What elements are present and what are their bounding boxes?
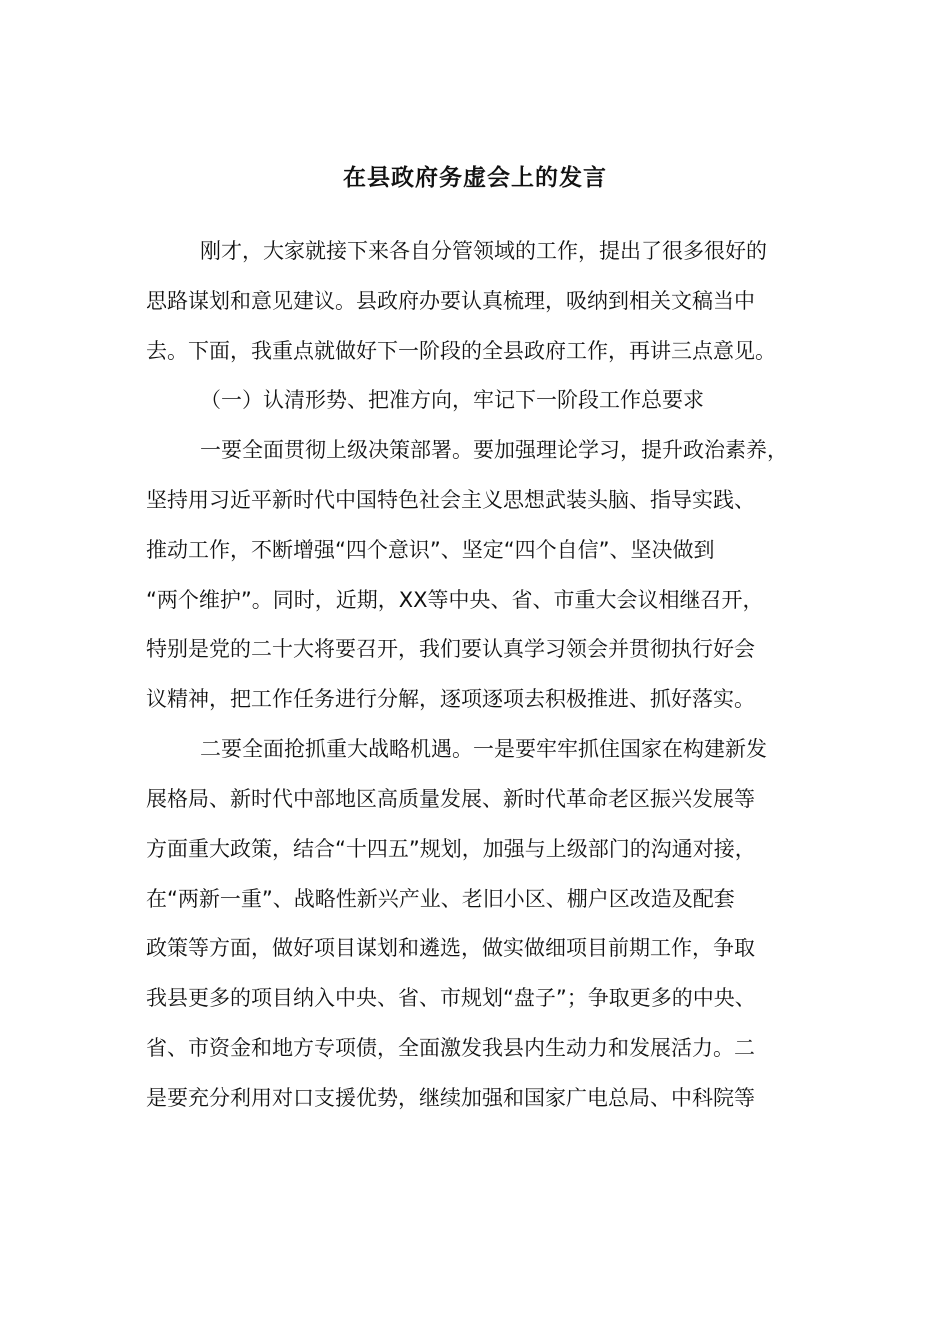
body-line: 去。下面，我重点就做好下一阶段的全县政府工作，再讲三点意见。 [146,339,776,363]
body-line: 坚持用习近平新时代中国特色社会主义思想武装头脑、指导实践、 [146,488,755,512]
body-line: 推动工作，不断增强“四个意识”、坚定“四个自信”、坚决做到 [146,538,715,562]
body-line: 是要充分利用对口支援优势，继续加强和国家广电总局、中科院等 [146,1086,755,1110]
body-line: 政策等方面，做好项目谋划和遴选，做实做细项目前期工作，争取 [146,936,755,960]
body-line: 刚才，大家就接下来各自分管领域的工作，提出了很多很好的 [200,239,767,263]
document-title: 在县政府务虚会上的发言 [343,165,607,191]
body-line: 在“两新一重”、战略性新兴产业、老旧小区、棚户区改造及配套 [146,887,735,911]
body-line: 方面重大政策，结合“十四五”规划，加强与上级部门的沟通对接， [146,837,756,861]
body-line: 一要全面贯彻上级决策部署。要加强理论学习，提升政治素养， [200,438,788,462]
body-line: “两个维护”。同时，近期，XX等中央、省、市重大会议相继召开， [146,588,764,612]
body-line: 我县更多的项目纳入中央、省、市规划“盘子”；争取更多的中央、 [146,986,756,1010]
section-heading: （一）认清形势、把准方向，牢记下一阶段工作总要求 [200,388,704,412]
body-line: 特别是党的二十大将要召开，我们要认真学习领会并贯彻执行好会 [146,637,755,661]
body-line: 二要全面抢抓重大战略机遇。一是要牢牢抓住国家在构建新发 [200,737,767,761]
body-line: 省、市资金和地方专项债，全面激发我县内生动力和发展活力。二 [146,1036,755,1060]
body-line: 思路谋划和意见建议。县政府办要认真梳理，吸纳到相关文稿当中 [146,289,755,313]
body-line: 议精神，把工作任务进行分解，逐项逐项去积极推进、抓好落实。 [146,687,755,711]
body-line: 展格局、新时代中部地区高质量发展、新时代革命老区振兴发展等 [146,787,755,811]
